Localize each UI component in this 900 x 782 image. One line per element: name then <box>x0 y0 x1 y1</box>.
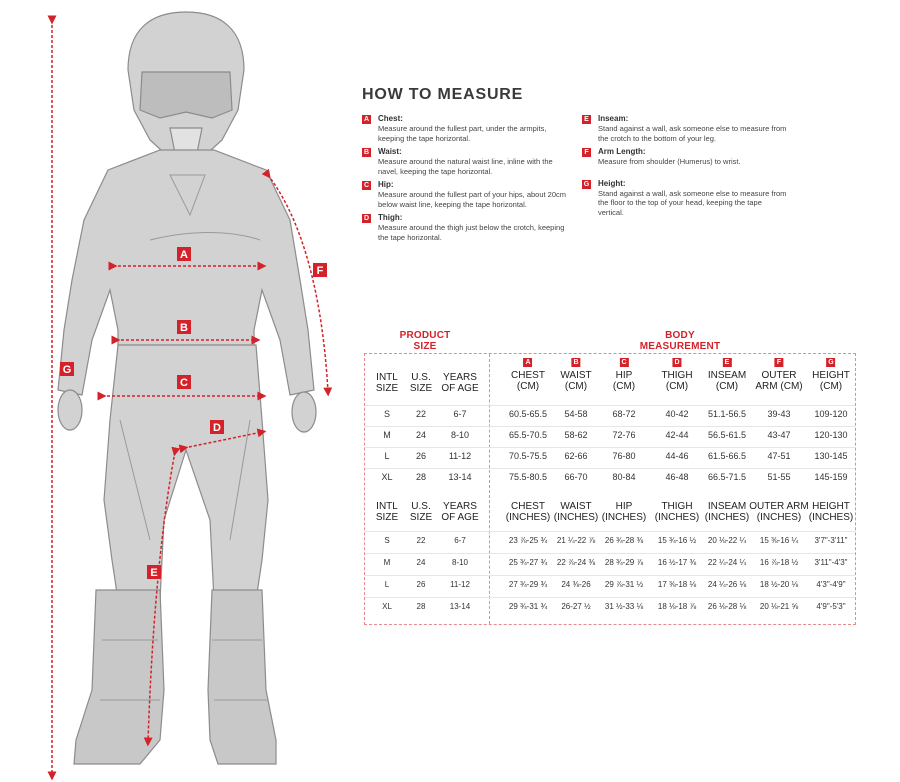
header-badge: E <box>723 358 732 367</box>
table-cell: 44-46 <box>665 451 689 461</box>
table-cell: 3'7"-3'11" <box>814 536 848 545</box>
table-cell: 28 <box>415 472 427 482</box>
cm-header <box>511 358 545 392</box>
instruction-name: Inseam: <box>598 114 629 123</box>
table-cell: 11-12 <box>448 451 472 461</box>
table-cell: 29 ¾-31 ¾ <box>508 602 548 611</box>
figure-label-d: D <box>213 422 221 434</box>
table-cell: 39-43 <box>767 409 791 419</box>
table-cell: 26 ¾-28 ⅜ <box>604 536 644 545</box>
row-divider <box>365 575 855 576</box>
table-cell: M <box>383 430 391 440</box>
inch-header: HIP (INCHES) <box>601 501 647 523</box>
row-divider <box>365 531 855 532</box>
table-cell: 21 ¼-22 ⅞ <box>556 536 596 545</box>
product-size-title: PRODUCT SIZE <box>399 330 451 352</box>
table-cell: 13-14 <box>449 602 471 611</box>
table-cell: 54-58 <box>564 409 588 419</box>
table-cell: 15 ¾-16 ½ <box>657 536 697 545</box>
header-badge: C <box>621 359 627 366</box>
table-cell: 16 ⅞-18 ½ <box>759 558 799 567</box>
table-cell: 120-130 <box>814 430 848 440</box>
inch-header: HEIGHT (INCHES) <box>808 501 854 523</box>
table-cell: 8-10 <box>450 430 470 440</box>
inch-header: U.S. SIZE <box>409 501 433 523</box>
instruction-text: Measure from shoulder (Humerus) to wrist. <box>598 157 741 166</box>
cm-header <box>812 358 850 392</box>
table-cell: 23 ⅞-25 ¾ <box>508 536 548 545</box>
size-chart-table <box>364 353 856 625</box>
table-cell: XL <box>381 472 393 482</box>
figure-label-e: E <box>150 567 158 579</box>
badge-f: F <box>582 148 591 157</box>
figure-label-f: F <box>316 265 324 277</box>
table-cell: 24 ¼-26 ⅛ <box>707 580 747 589</box>
instruction-name: Arm Length: <box>598 147 646 156</box>
table-cell: 17 ⅜-18 ⅛ <box>657 580 697 589</box>
header-label: THIGH (CM) <box>661 370 693 392</box>
row-divider <box>365 597 855 598</box>
table-cell: 58-62 <box>564 430 588 440</box>
table-cell: 4'3"-4'9" <box>816 580 846 589</box>
inch-header: YEARS OF AGE <box>441 501 479 523</box>
header-badge: D <box>674 359 680 366</box>
table-cell: 3'11"-4'3" <box>814 558 848 567</box>
table-cell: 13-14 <box>448 472 472 482</box>
table-cell: 26 <box>416 580 426 589</box>
header-badge: B <box>573 359 579 366</box>
table-cell: 24 <box>416 558 426 567</box>
figure-label-a: A <box>180 249 188 261</box>
instruction-name: Height: <box>598 178 626 188</box>
table-cell: L <box>384 580 390 589</box>
table-cell: 18 ½-20 ⅛ <box>759 580 799 589</box>
instruction-text: Stand against a wall, ask someone else to measure from the floor to the top of your head, keeping the tape vertical. <box>598 188 787 217</box>
header-label: HEIGHT (CM) <box>812 370 850 392</box>
table-cell: 6-7 <box>453 409 467 419</box>
table-cell: 18 ⅛-18 ⅞ <box>657 602 697 611</box>
instructions-right <box>582 114 787 221</box>
inch-header: WAIST (INCHES) <box>553 501 599 523</box>
instruction-thigh <box>362 213 567 242</box>
page-title: HOW TO MEASURE <box>362 86 524 103</box>
instruction-chest <box>362 114 567 143</box>
table-cell: 22 <box>416 536 426 545</box>
cm-header <box>755 358 802 392</box>
table-cell: 28 <box>416 602 426 611</box>
right-boot-shape <box>208 590 276 764</box>
table-cell: 26-27 ½ <box>561 602 591 611</box>
row-divider <box>365 426 855 427</box>
table-cell: 26 ⅛-28 ⅛ <box>707 602 747 611</box>
header-badge: G <box>828 359 834 366</box>
table-cell: 145-159 <box>814 472 848 482</box>
table-cell: 20 ⅛-22 ¼ <box>707 536 747 545</box>
table-cell: 51.1-56.5 <box>707 409 747 419</box>
header-label: INSEAM (CM) <box>707 370 747 392</box>
table-cell: 62-66 <box>564 451 588 461</box>
table-cell: S <box>383 409 391 419</box>
instruction-name: Thigh: <box>378 213 403 222</box>
badge-a: A <box>363 116 370 123</box>
table-cell: 56.5-61.5 <box>707 430 747 440</box>
instruction-text: Measure around the natural waist line, inline with the navel, keeping the tape horizontal. <box>378 157 553 176</box>
header-badge: A <box>525 359 531 366</box>
instruction-waist <box>362 147 567 176</box>
instruction-hip <box>362 180 567 209</box>
table-cell: 31 ½-33 ⅛ <box>604 602 644 611</box>
instruction-arm-length <box>582 147 787 167</box>
instruction-text: Stand against a wall, ask someone else to measure from the crotch to the bottom of your leg. <box>598 124 787 143</box>
badge-c: C <box>363 182 370 189</box>
instructions-left <box>362 114 567 246</box>
table-cell: M <box>383 558 391 567</box>
table-cell: 66.5-71.5 <box>707 472 747 482</box>
instruction-inseam <box>582 114 787 143</box>
badge-d: D <box>363 215 370 222</box>
badge-g: G <box>583 180 590 188</box>
table-cell: 15 ⅜-16 ¼ <box>759 536 799 545</box>
header-label: HIP (CM) <box>612 370 636 392</box>
table-cell: 28 ¾-29 ⅞ <box>604 558 644 567</box>
table-cell: 43-47 <box>767 430 791 440</box>
table-cell: 61.5-66.5 <box>707 451 747 461</box>
table-cell: S <box>384 536 390 545</box>
table-cell: 109-120 <box>814 409 848 419</box>
cm-header <box>708 358 746 392</box>
table-cell: 60.5-65.5 <box>508 409 548 419</box>
table-cell: XL <box>382 602 392 611</box>
header-badge: F <box>775 358 784 367</box>
body-measurement-title: BODY MEASUREMENT <box>639 330 721 352</box>
table-cell: 47-51 <box>767 451 791 461</box>
row-divider <box>365 468 855 469</box>
table-cell: 22 ¼-24 ¼ <box>707 558 747 567</box>
cm-header <box>661 358 692 392</box>
inch-header: OUTER ARM (INCHES) <box>749 501 809 523</box>
inch-header: INSEAM (INCHES) <box>704 501 750 523</box>
instruction-text: Measure around the fullest part, under the armpits, keeping the tape horizontal. <box>378 124 547 143</box>
header-label: CHEST (CM) <box>511 370 545 392</box>
table-cell: 20 ⅛-21 ⅝ <box>759 602 799 611</box>
cm-header <box>441 372 478 394</box>
row-divider <box>365 553 855 554</box>
table-cell: 26 <box>415 451 427 461</box>
table-cell: 22 ⅞-24 ⅜ <box>556 558 596 567</box>
table-cell: 72-76 <box>612 430 636 440</box>
table-cell: 22 <box>415 409 427 419</box>
table-cell: 25 ¾-27 ¾ <box>508 558 548 567</box>
table-cell: 65.5-70.5 <box>508 430 548 440</box>
instruction-name: Hip: <box>378 180 394 189</box>
header-label: U.S. SIZE <box>409 372 433 394</box>
table-cell: 68-72 <box>612 409 636 419</box>
table-cell: 24 <box>415 430 427 440</box>
cm-header <box>560 358 591 392</box>
table-cell: 4'9"-5'3" <box>816 602 846 611</box>
instruction-text: Measure around the thigh just below the crotch, keeping the tape horizontal. <box>378 223 565 242</box>
table-cell: 76-80 <box>612 451 636 461</box>
row-divider <box>365 405 855 406</box>
table-cell: 24 ⅜-26 <box>561 580 591 589</box>
table-cell: 80-84 <box>612 472 636 482</box>
table-cell: 6-7 <box>454 536 466 545</box>
table-cell: 40-42 <box>665 409 689 419</box>
badge-b: B <box>363 149 370 156</box>
table-cell: 75.5-80.5 <box>508 472 548 482</box>
table-cell: 8-10 <box>451 558 469 567</box>
row-divider <box>365 447 855 448</box>
table-cell: 46-48 <box>665 472 689 482</box>
header-label: YEARS OF AGE <box>441 372 479 394</box>
table-cell: 27 ¾-29 ¾ <box>508 580 548 589</box>
badge-e: E <box>582 115 591 124</box>
table-cell: 11-12 <box>450 580 470 589</box>
header-label: OUTER ARM (CM) <box>755 370 803 392</box>
instruction-text: Measure around the fullest part of your hips, about 20cm below waist line, keeping the tape horizontal. <box>378 190 567 209</box>
figure-label-g: G <box>62 364 72 376</box>
inch-header: INTL SIZE <box>375 501 399 523</box>
inch-header: CHEST (INCHES) <box>505 501 551 523</box>
instruction-height <box>582 179 787 218</box>
table-cell: 16 ½-17 ⅜ <box>657 558 697 567</box>
cm-header <box>410 372 432 394</box>
inch-header: THIGH (INCHES) <box>654 501 700 523</box>
table-cell: 42-44 <box>665 430 689 440</box>
header-label: WAIST (CM) <box>560 370 592 392</box>
header-label: INTL SIZE <box>375 372 399 394</box>
table-cell: 29 ⅞-31 ½ <box>604 580 644 589</box>
instruction-name: Waist: <box>378 147 402 156</box>
cm-header <box>376 372 398 394</box>
table-cell: 51-55 <box>767 472 791 482</box>
instruction-name: Chest: <box>378 114 403 123</box>
table-cell: 66-70 <box>564 472 588 482</box>
body-measurement-figure <box>0 0 350 782</box>
cm-header <box>613 358 635 392</box>
figure-label-c: C <box>180 377 188 389</box>
figure-label-b: B <box>180 322 188 334</box>
table-cell: L <box>384 451 390 461</box>
table-cell: 130-145 <box>814 451 848 461</box>
column-separator <box>489 354 490 624</box>
table-cell: 70.5-75.5 <box>508 451 548 461</box>
